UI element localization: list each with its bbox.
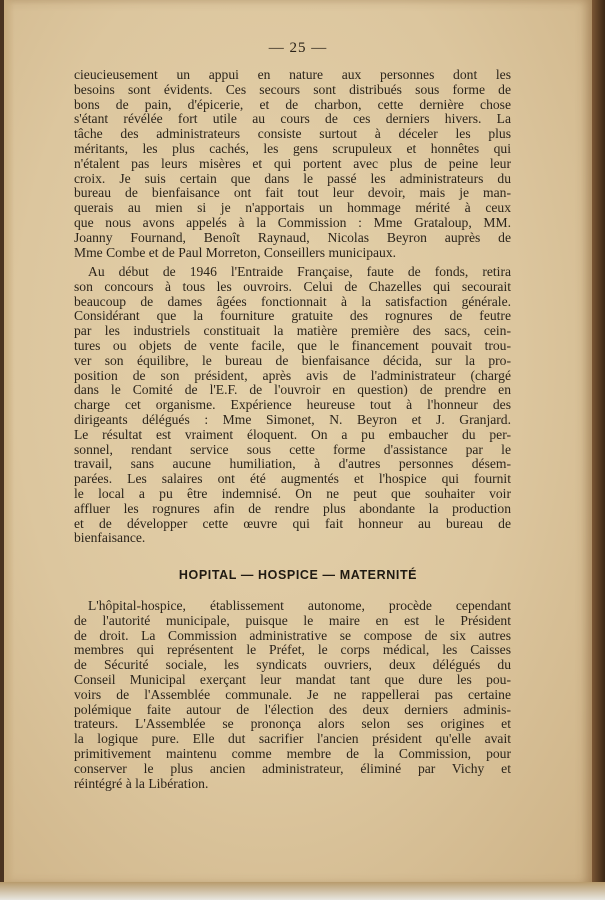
paragraph-hospital [74,599,511,791]
text-line: réintégré à la Libération. [74,775,209,791]
text-line: s'étant révélée fort utile au cours de ces derniers hivers. La [74,111,511,127]
text-line: L'hôpital-hospice, établissement autonome, procède cependant [88,598,511,613]
text-line: trateurs. L'Assemblée se prononça alors selon ses origines et [74,716,511,732]
page-edge-shadow [592,0,605,900]
text-line: méritants, les plus cachés, les gens scrupuleux et honnêtes qui [74,140,511,156]
text-line: querais au mien si je n'apportais un hommage mérité à ceux [74,200,511,216]
text-line: Le résultat est vraiment éloquent. On a pu embaucher du per- [74,426,511,442]
text-line: n'étalent pas leurs misères et qui portent avec plus de peine leur [74,155,511,171]
text-line: travail, sans aucune humiliation, à d'autres personnes désem- [74,456,511,472]
text-line: Joanny Fournand, Benoît Raynaud, Nicolas Beyron auprès de [74,229,511,245]
book-page [4,0,592,890]
page-bottom-edge [0,882,605,900]
text-line: charge cet organisme. Expérience heureuse tout à l'honneur des [74,397,511,413]
text-line: conserver le plus ancien administrateur, éliminé par Vichy et [74,760,511,776]
text-line: et de développer cette œuvre qui fait honneur au bureau de [74,515,511,531]
text-line: Considérant que la fourniture gratuite des rognures de feutre [74,308,511,324]
text-line: position de son président, après avis de l'administrateur (chargé [74,367,511,383]
text-line: croix. Je suis certain que dans le passé les administrateurs du [74,170,511,186]
text-line: Mme Combe et de Paul Morreton, Conseillers municipaux. [74,244,397,260]
text-line: de Sécurité sociale, les syndicats ouvriers, deux délégués du [74,657,511,673]
text-line: cieucieusement un appui en nature aux personnes dont les [74,67,511,82]
text-line: tures ou objets de vente facile, que le financement pouvait trou- [74,337,511,353]
text-line: membres qui représentent le Préfet, le corps médical, les Caisses [74,642,511,658]
text-line: tâche des administrateurs consiste surtout à déceler les plus [74,126,511,142]
text-line: sonnel, rendant service sous cette forme d'assistance par le [74,441,511,457]
page-number: — 25 — [268,40,328,56]
paragraph-ouvroir [74,265,511,546]
text-line: Conseil Municipal exerçant leur mandat tant que dure les pou- [74,671,511,687]
text-line: son concours à tous les ouvroirs. Celui de Chazelles qui secourait [74,278,511,294]
page-gutter-shadow [4,0,14,890]
text-line: de l'autorité municipale, puisque le maire en est le Président [74,612,511,628]
text-line: bons de pain, d'épicerie, et de charbon, cette dernière chose [74,96,511,112]
text-line: Au début de 1946 l'Entraide Française, faute de fonds, retira [88,264,511,279]
text-line: de droit. La Commission administrative se compose de six autres [74,627,511,643]
text-line: beaucoup de dames âgées fonctionnait à la satisfaction générale. [74,293,511,309]
text-line: bienfaisance. [74,530,146,546]
text-line: dans le Comité de l'E.F. de l'ouvroir en question) de prendre en [74,382,511,398]
section-heading: HOPITAL — HOSPICE — MATERNITÉ [178,568,418,582]
text-line: que nous avons appelés à la Commission : Mme Grataloup, MM. [74,214,511,230]
text-line: affluer les rognures afin de rendre plus abondante la production [74,500,511,516]
text-line: bureau de bienfaisance ont fait tout leur devoir, mais je man- [74,185,511,201]
paragraph-social-aid [74,68,511,260]
text-line: dirigeants délégués : Mme Simonet, N. Beyron et J. Granjard. [74,411,511,427]
text-line: besoins sont évidents. Ces secours sont distribués sous forme de [74,81,511,97]
text-line: par les industriels constituait la matière première des sacs, cein- [74,323,511,339]
text-line: parées. Les salaires ont été augmentés et l'hospice qui fournit [74,471,511,487]
text-line: ver son équilibre, le bureau de bienfaisance décida, sur la pro- [74,352,511,368]
text-line: voirs de l'Assemblée communale. Je ne rappellerai pas certaine [74,686,511,702]
text-line: primitivement maintenu comme membre de la Commission, pour [74,745,511,761]
text-line: la logique pure. Elle dut sacrifier l'ancien président qu'elle avait [74,731,511,747]
text-line: le local a pu être indemnisé. On ne peut que souhaiter voir [74,485,511,501]
text-line: polémique faite autour de l'élection des deux derniers adminis- [74,701,511,717]
